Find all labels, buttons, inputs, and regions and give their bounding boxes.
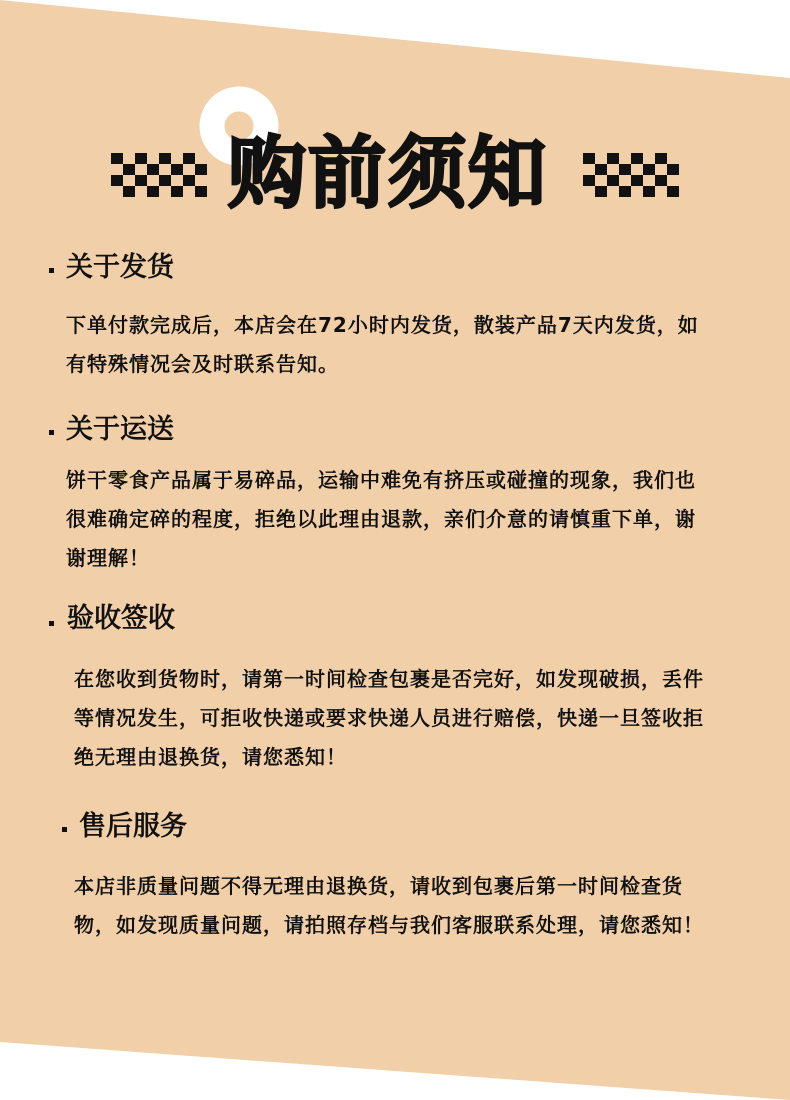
section-body: 下单付款完成后，本店会在72小时内发货，散装产品7天内发货，如有特殊情况会及时联系告知。 (66, 313, 699, 376)
checker-cell (595, 164, 607, 175)
checker-cell (655, 153, 667, 164)
checker-cell (607, 175, 619, 186)
checker-cell (595, 186, 607, 197)
bullet-icon (62, 827, 67, 832)
checker-cell (583, 153, 595, 164)
checker-cell (111, 153, 123, 164)
checker-cell (631, 153, 643, 164)
section-body: 在您收到货物时，请第一时间检查包裹是否完好，如发现破损，丢件等情况发生，可拒收快递或要求快递人员进行赔偿，快递一旦签收拒绝无理由退换货，请您悉知！ (74, 667, 704, 769)
section-heading: 验收签收 (67, 603, 175, 634)
checker-cell (111, 175, 123, 186)
checker-cell (147, 164, 159, 175)
checker-cell (667, 186, 679, 197)
bullet-icon (49, 430, 54, 435)
checker-pattern-left (111, 153, 207, 197)
checker-cell (583, 175, 595, 186)
section-body: 本店非质量问题不得无理由退换货，请收到包裹后第一时间检查货物，如发现质量问题，请拍照存档与我们客服联系处理，请您悉知！ (74, 874, 704, 937)
checker-cell (195, 186, 207, 197)
checker-cell (195, 164, 207, 175)
checker-cell (135, 175, 147, 186)
checker-cell (171, 186, 183, 197)
checker-cell (183, 153, 195, 164)
checker-cell (159, 175, 171, 186)
checker-cell (643, 164, 655, 175)
bullet-icon (49, 268, 54, 273)
checker-cell (123, 186, 135, 197)
checker-cell (667, 164, 679, 175)
checker-cell (147, 186, 159, 197)
checker-cell (619, 186, 631, 197)
checker-cell (159, 153, 171, 164)
page-title: 购前须知 (228, 129, 549, 219)
checker-cell (607, 153, 619, 164)
checker-cell (171, 164, 183, 175)
section-heading: 关于发货 (66, 252, 174, 283)
checker-cell (655, 175, 667, 186)
checker-cell (123, 164, 135, 175)
checker-cell (631, 175, 643, 186)
section-heading: 关于运送 (66, 414, 174, 445)
section-heading: 售后服务 (79, 811, 187, 842)
section-body: 饼干零食产品属于易碎品，运输中难免有挤压或碰撞的现象，我们也很难确定碎的程度，拒绝以此理由退款，亲们介意的请慎重下单，谢谢理解！ (66, 468, 696, 570)
bullet-icon (49, 621, 54, 626)
checker-cell (135, 153, 147, 164)
checker-cell (619, 164, 631, 175)
checker-cell (643, 186, 655, 197)
checker-cell (183, 175, 195, 186)
checker-pattern-right (583, 153, 679, 197)
